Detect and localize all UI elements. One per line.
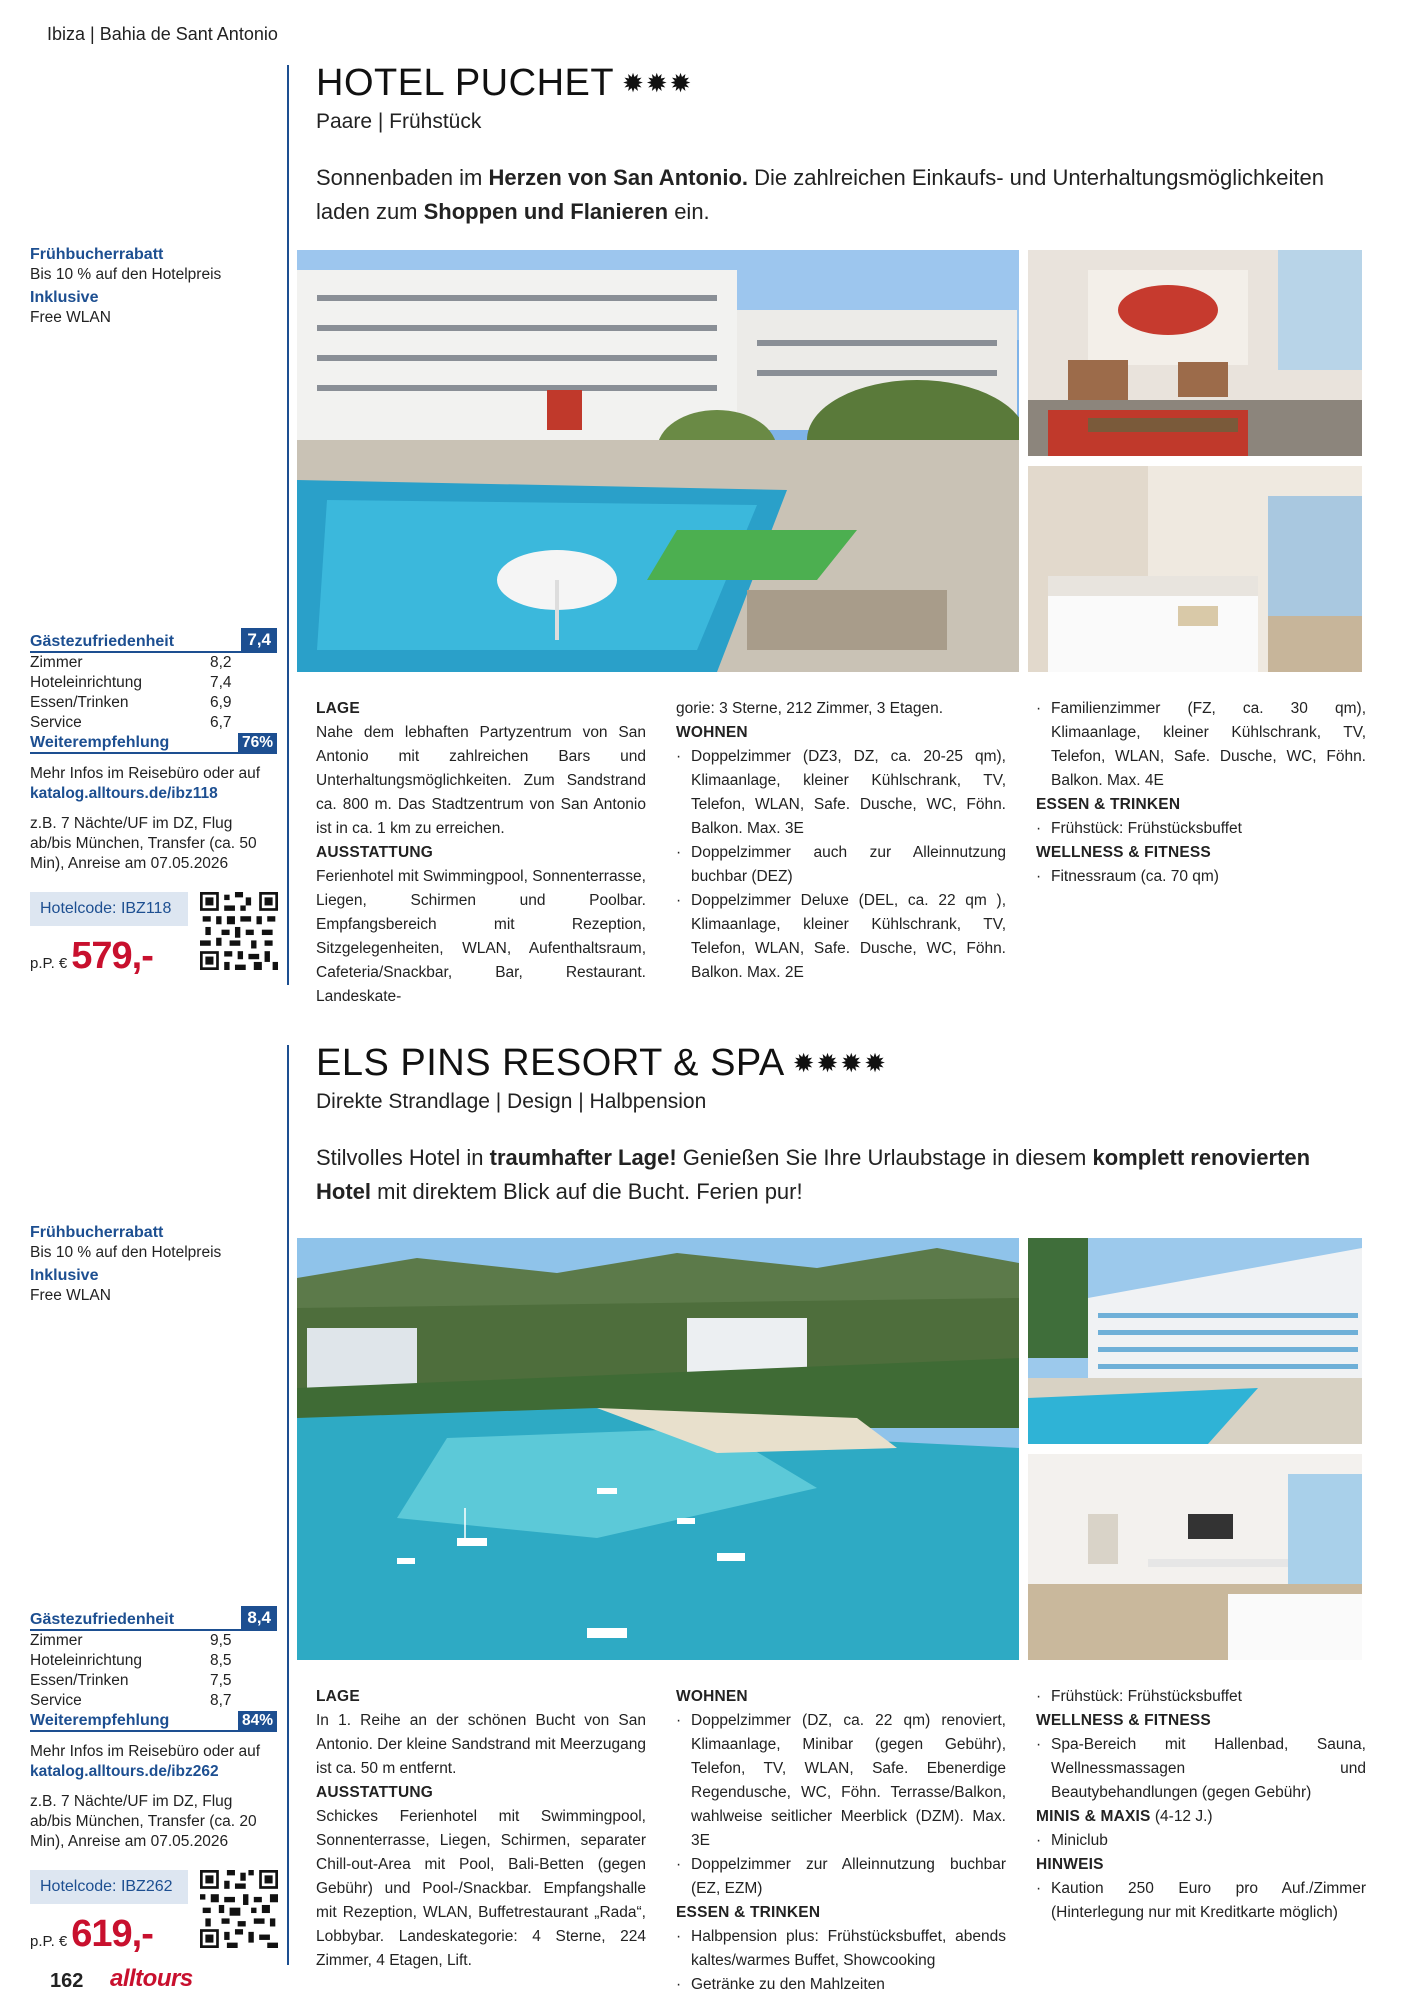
column-rooms bbox=[676, 697, 1006, 985]
rating-row: Hoteleinrichtung 8,5 bbox=[30, 1652, 232, 1669]
column-more bbox=[1036, 697, 1366, 889]
divider-line bbox=[287, 65, 289, 985]
heading-food: ESSEN & TRINKEN bbox=[676, 1904, 821, 1921]
hotel-name: HOTEL PUCHET bbox=[316, 62, 615, 104]
price-value: 579,- bbox=[71, 935, 153, 977]
heading-food: ESSEN & TRINKEN bbox=[1036, 796, 1181, 813]
list-item: · Kaution 250 Euro pro Auf./Zimmer (Hinterlegung nur mit Kreditkarte möglich) bbox=[1036, 1877, 1366, 1925]
list-item: · Doppelzimmer Deluxe (DEL, ca. 22 qm ), Klimaanlage, kleiner Kühlschrank, TV, Telefon, WLAN, Safe. Dusche, WC, Föhn. Balkon. Max. 2E bbox=[676, 889, 1006, 985]
heading-rooms: WOHNEN bbox=[676, 1688, 748, 1705]
star-rating-icon: ✹✹✹✹ bbox=[792, 1048, 888, 1078]
list-item: · Frühstück: Frühstücksbuffet bbox=[1036, 1685, 1366, 1709]
rating-row: Zimmer 8,2 bbox=[30, 654, 232, 671]
breadcrumb: Ibiza | Bahia de Sant Antonio bbox=[47, 24, 278, 44]
inclusive-text: Free WLAN bbox=[30, 1287, 111, 1304]
bay-aerial-photo bbox=[297, 1238, 1019, 1660]
room-photo bbox=[1028, 1454, 1362, 1660]
side-info bbox=[30, 246, 280, 332]
price-prefix: p.P. € bbox=[30, 1933, 68, 1950]
early-booking-label: Frühbucherrabatt bbox=[30, 1224, 164, 1241]
category-text: gorie: 3 Sterne, 212 Zimmer, 3 Etagen. bbox=[676, 700, 944, 717]
more-info: Mehr Infos im Reisebüro oder auf katalog.alltours.de/ibz118 bbox=[30, 765, 261, 802]
inclusive-text: Free WLAN bbox=[30, 309, 111, 326]
rating-row: Essen/Trinken 6,9 bbox=[30, 694, 232, 711]
heading-equipment: AUSSTATTUNG bbox=[316, 844, 434, 861]
hotel-subtitle: Paare | Frühstück bbox=[316, 110, 482, 133]
early-booking-text: Bis 10 % auf den Hotelpreis bbox=[30, 1244, 222, 1261]
list-item: · Getränke zu den Mahlzeiten bbox=[676, 1973, 1006, 1997]
heading-notice: HINWEIS bbox=[1036, 1856, 1104, 1873]
location-text: Nahe dem lebhaften Partyzentrum von San Antonio mit zahlreichen Bars und Unterhaltungsmöglichkeiten. Zum Sandstrand ca. 800 m. Das Stadtzentrum von San Antonio ist in ca. 1 km zu erreichen. bbox=[316, 724, 646, 837]
qr-code-icon[interactable] bbox=[200, 892, 278, 970]
list-item: · Fitnessraum (ca. 70 qm) bbox=[1036, 865, 1366, 889]
hotel-teaser: Stilvolles Hotel in traumhafter Lage! Genießen Sie Ihre Urlaubstage in diesem komplett renovierten Hotel mit direktem Blick auf die Bucht. Ferien pur! bbox=[316, 1145, 1311, 1204]
column-rooms bbox=[676, 1685, 1006, 1997]
equipment-text: Schickes Ferienhotel mit Swimmingpool, Sonnenterrasse, Liegen, Schirmen, separater Chill-out-Area mit Pool, Bali-Betten (gegen Gebühr) und Pool-/Snackbar. Empfangshalle mit Rezeption, WLAN, Buffetrestaurant „Rada“, Lobbybar. Landeskategorie: 4 Sterne, 224 Zimmer, 4 Etagen, Lift. bbox=[316, 1808, 646, 1969]
early-booking-text: Bis 10 % auf den Hotelpreis bbox=[30, 266, 222, 283]
price bbox=[30, 1913, 153, 1956]
hotel-subtitle: Direkte Strandlage | Design | Halbpension bbox=[316, 1090, 707, 1113]
rating-score: 8,4 bbox=[241, 1606, 277, 1629]
recommendation-label: Weiterempfehlung bbox=[30, 1712, 170, 1729]
heading-wellness: WELLNESS & FITNESS bbox=[1036, 844, 1211, 861]
rating-row: Hoteleinrichtung 7,4 bbox=[30, 674, 232, 691]
page-number: 162 bbox=[50, 1970, 84, 1992]
heading-kids: MINIS & MAXIS (4-12 J.) bbox=[1036, 1808, 1213, 1825]
location-text: In 1. Reihe an der schönen Bucht von San Antonio. Der kleine Sandstrand mit Meerzugang ist ca. 50 m entfernt. bbox=[316, 1712, 646, 1777]
hotel-teaser: Sonnenbaden im Herzen von San Antonio. Die zahlreichen Einkaufs- und Unterhaltungsmöglichkeiten laden zum Shoppen und Flanieren ein. bbox=[316, 165, 1324, 224]
rating-row: Zimmer 9,5 bbox=[30, 1632, 232, 1649]
heading-location: LAGE bbox=[316, 1688, 360, 1705]
example-offer: z.B. 7 Nächte/UF im DZ, Flug ab/bis München, Transfer (ca. 50 Min), Anreise am 07.05.2026 bbox=[30, 815, 257, 872]
recommendation-value: 84% bbox=[238, 1711, 277, 1730]
column-location bbox=[316, 697, 646, 1009]
list-item: · Doppelzimmer zur Alleinnutzung buchbar (EZ, EZM) bbox=[676, 1853, 1006, 1901]
column-more bbox=[1036, 1685, 1366, 1925]
guest-rating bbox=[30, 628, 277, 874]
inclusive-label: Inklusive bbox=[30, 1267, 99, 1284]
brand-logo: alltours bbox=[110, 1965, 193, 1992]
column-location bbox=[316, 1685, 646, 1973]
heading-rooms: WOHNEN bbox=[676, 724, 748, 741]
lobby-photo bbox=[1028, 250, 1362, 456]
rating-row: Service 6,7 bbox=[30, 714, 232, 731]
hotel-name: ELS PINS RESORT & SPA bbox=[316, 1042, 785, 1084]
star-rating-icon: ✹✹✹ bbox=[622, 68, 694, 98]
list-item: · Doppelzimmer (DZ3, DZ, ca. 20-25 qm), Klimaanlage, kleiner Kühlschrank, TV, Telefon, WLAN, Safe. Dusche, WC, Föhn. Balkon. Max. 3E bbox=[676, 745, 1006, 841]
list-item: · Frühstück: Frühstücksbuffet bbox=[1036, 817, 1366, 841]
early-booking-label: Frühbucherrabatt bbox=[30, 246, 164, 263]
hotel-exterior-photo bbox=[1028, 1238, 1362, 1444]
recommendation-label: Weiterempfehlung bbox=[30, 734, 170, 751]
example-offer: z.B. 7 Nächte/UF im DZ, Flug ab/bis München, Transfer (ca. 20 Min), Anreise am 07.05.2026 bbox=[30, 1793, 257, 1850]
heading-equipment: AUSSTATTUNG bbox=[316, 1784, 434, 1801]
list-item: · Doppelzimmer (DZ, ca. 22 qm) renoviert, Klimaanlage, Minibar (gegen Gebühr), Telefon, TV, WLAN, Safe. Ebenerdige Regendusche, WC, Föhn. Terrasse/Balkon, wahlweise seitlicher Meerblick (DZM). Max. 3E bbox=[676, 1709, 1006, 1853]
price bbox=[30, 935, 153, 978]
rating-label: Gästezufriedenheit bbox=[30, 633, 175, 650]
divider-line bbox=[287, 1045, 289, 1965]
equipment-text: Ferienhotel mit Swimmingpool, Sonnenterrasse, Liegen, Schirmen und Poolbar. Empfangsbereich mit Rezeption, Sitzgelegenheiten, WLAN, Aufenthaltsraum, Cafeteria/Snackbar, Bar, Restaurant. Landeskate- bbox=[316, 868, 646, 1005]
rating-row: Essen/Trinken 7,5 bbox=[30, 1672, 232, 1689]
rating-score: 7,4 bbox=[241, 628, 277, 651]
hotel-title bbox=[316, 1042, 888, 1085]
hotel-pool-photo bbox=[297, 250, 1019, 672]
list-item: · Familienzimmer (FZ, ca. 30 qm), Klimaanlage, kleiner Kühlschrank, TV, Telefon, WLAN, Safe. Dusche, WC, Föhn. Balkon. Max. 4E bbox=[1036, 697, 1366, 793]
heading-location: LAGE bbox=[316, 700, 360, 717]
price-prefix: p.P. € bbox=[30, 955, 68, 972]
heading-wellness: WELLNESS & FITNESS bbox=[1036, 1712, 1211, 1729]
list-item: · Doppelzimmer auch zur Alleinnutzung buchbar (DEZ) bbox=[676, 841, 1006, 889]
inclusive-label: Inklusive bbox=[30, 289, 99, 306]
side-info bbox=[30, 1224, 280, 1310]
list-item: · Spa-Bereich mit Hallenbad, Sauna, Wellnessmassagen und Beautybehandlungen (gegen Gebühr) bbox=[1036, 1733, 1366, 1805]
list-item: · Miniclub bbox=[1036, 1829, 1366, 1853]
qr-code-icon[interactable] bbox=[200, 1870, 278, 1948]
hotel-code: Hotelcode: IBZ118 bbox=[30, 892, 188, 926]
room-photo bbox=[1028, 466, 1362, 672]
hotel-title bbox=[316, 62, 693, 105]
rating-label: Gästezufriedenheit bbox=[30, 1611, 175, 1628]
more-info: Mehr Infos im Reisebüro oder auf katalog.alltours.de/ibz262 bbox=[30, 1743, 261, 1780]
list-item: · Halbpension plus: Frühstücksbuffet, abends kaltes/warmes Buffet, Showcooking bbox=[676, 1925, 1006, 1973]
guest-rating bbox=[30, 1606, 277, 1852]
price-value: 619,- bbox=[71, 1913, 153, 1955]
info-link[interactable]: katalog.alltours.de/ibz118 bbox=[30, 785, 218, 802]
info-link[interactable]: katalog.alltours.de/ibz262 bbox=[30, 1763, 219, 1780]
rating-row: Service 8,7 bbox=[30, 1692, 232, 1709]
hotel-code: Hotelcode: IBZ262 bbox=[30, 1870, 188, 1904]
recommendation-value: 76% bbox=[238, 733, 277, 752]
